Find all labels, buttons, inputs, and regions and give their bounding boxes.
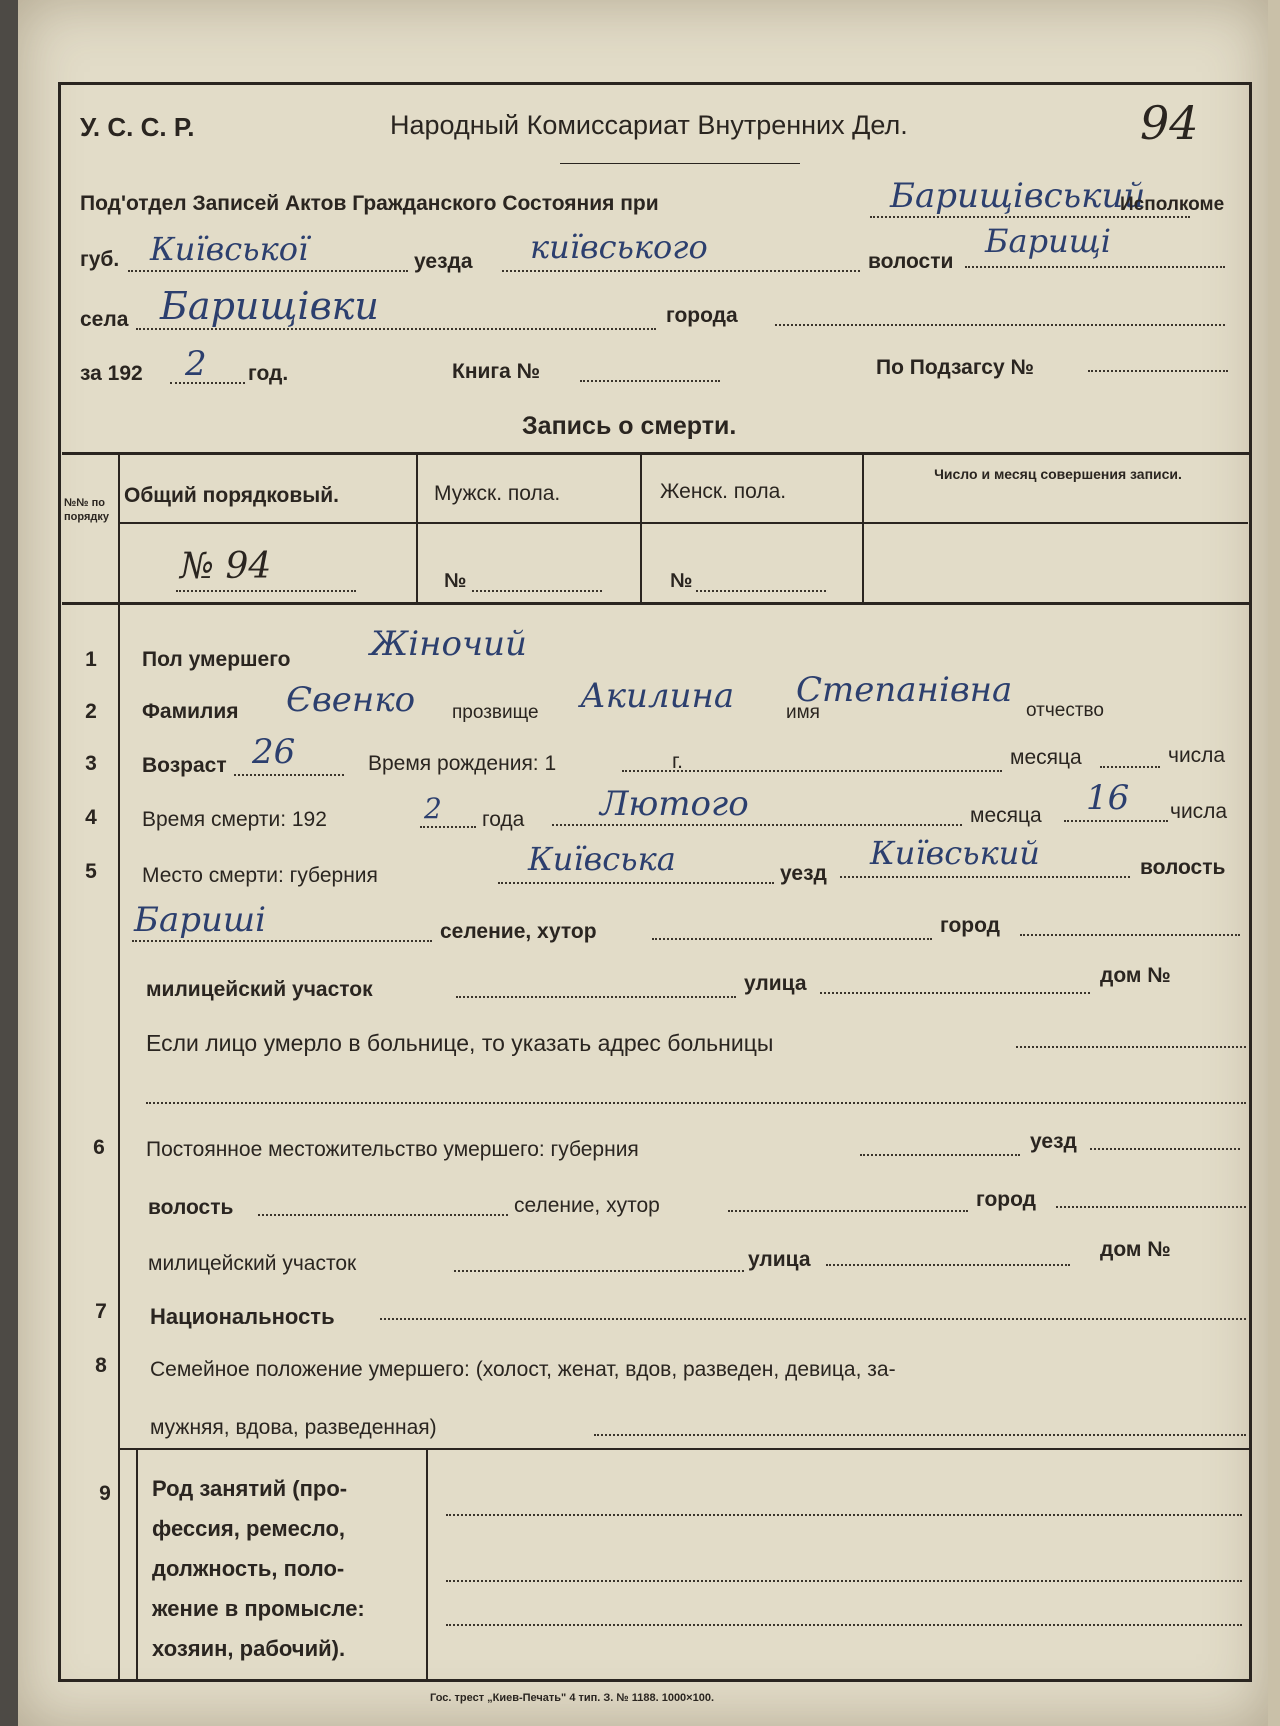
table-male-line bbox=[472, 590, 602, 592]
street-label: улица bbox=[744, 972, 807, 995]
table-date-label: Число и месяц совершения записи. bbox=[934, 466, 1182, 482]
death-year-label: года bbox=[482, 808, 525, 831]
gorod-line bbox=[775, 324, 1225, 326]
militia-label: милицейский участок bbox=[146, 978, 373, 1001]
birth-g-label: г. bbox=[672, 750, 683, 773]
occupation-top-border bbox=[118, 1448, 1250, 1450]
ministry-title: Народный Комиссариат Внутренних Дел. bbox=[390, 110, 908, 140]
god-label: год. bbox=[248, 362, 289, 385]
ispolkom-label: Исполкоме bbox=[1120, 194, 1225, 215]
volost-value: Барищі bbox=[985, 222, 1111, 260]
place-gub-value: Київська bbox=[528, 840, 676, 878]
death-day-line bbox=[1064, 820, 1168, 822]
record-number-handwritten: 94 bbox=[1140, 96, 1199, 150]
sex-value: Жіночий bbox=[370, 624, 527, 664]
subdept-value: Барищівський bbox=[890, 176, 1146, 216]
residence-label: Постоянное местожительство умершего: губерния bbox=[146, 1138, 639, 1161]
gub-line bbox=[128, 270, 408, 272]
death-year-line bbox=[420, 826, 476, 828]
gub-label: губ. bbox=[80, 248, 120, 271]
table-no-label: №№ по порядку bbox=[64, 497, 109, 523]
place-volost-value: Бариші bbox=[134, 900, 266, 940]
place-gub-line bbox=[498, 882, 774, 884]
selo-line bbox=[136, 328, 656, 330]
place-label: Место смерти: губерния bbox=[142, 864, 378, 887]
death-year-value: 2 bbox=[424, 792, 442, 825]
row-number-4: 4 bbox=[85, 806, 97, 829]
hospital-line-2 bbox=[146, 1102, 1246, 1104]
table-female-value: № bbox=[670, 570, 693, 592]
gorod-label: города bbox=[666, 304, 738, 327]
death-month-label: месяца bbox=[970, 804, 1042, 827]
residence-city-line bbox=[1056, 1206, 1246, 1208]
table-col-3 bbox=[640, 452, 642, 602]
subdept-line bbox=[870, 216, 1190, 218]
table-col-1 bbox=[118, 452, 120, 602]
selo-label: села bbox=[80, 308, 129, 331]
residence-settlement-label: селение, хутор bbox=[514, 1194, 660, 1217]
birth-month-label: месяца bbox=[1010, 746, 1082, 769]
patronymic-label: отчество bbox=[1026, 700, 1104, 721]
residence-militia-label: милицейский участок bbox=[148, 1252, 357, 1275]
table-male-label: Мужск. пола. bbox=[434, 482, 561, 505]
za-label: за 192 bbox=[80, 362, 143, 385]
sex-label: Пол умершего bbox=[142, 648, 291, 671]
gub-value: Київської bbox=[150, 230, 309, 268]
surname-value: Євенко bbox=[286, 680, 416, 720]
place-volost-line bbox=[132, 940, 432, 942]
occupation-divider bbox=[426, 1448, 428, 1682]
row-number-2: 2 bbox=[85, 700, 97, 723]
table-general-label: Общий порядковый. bbox=[124, 484, 339, 507]
place-volost-label: волость bbox=[1140, 856, 1226, 879]
table-general-value: № 94 bbox=[180, 546, 272, 587]
hospital-label: Если лицо умерло в больнице, то указать адрес больницы bbox=[146, 1030, 774, 1056]
selo-value: Барищівки bbox=[160, 284, 379, 328]
city-label: город bbox=[940, 914, 1001, 937]
street-line bbox=[820, 992, 1090, 994]
place-uezd-value: Київський bbox=[870, 834, 1040, 872]
place-uezd-line bbox=[840, 876, 1130, 878]
uezd-value: київського bbox=[530, 228, 708, 266]
kniga-line bbox=[580, 380, 720, 382]
settlement-label: селение, хутор bbox=[440, 920, 597, 943]
house-label: дом № bbox=[1100, 964, 1171, 987]
residence-volost-label: волость bbox=[148, 1196, 234, 1219]
residence-uezd-label: уезд bbox=[1030, 1130, 1077, 1153]
table-top-border bbox=[62, 452, 1250, 455]
row-number-1: 1 bbox=[85, 648, 97, 671]
republic-label: У. С. С. Р. bbox=[80, 112, 195, 142]
table-header-divider bbox=[118, 522, 1248, 524]
scan-edge bbox=[0, 0, 18, 1726]
residence-street-line bbox=[826, 1264, 1070, 1266]
row-number-9: 9 bbox=[99, 1482, 111, 1505]
nationality-line bbox=[380, 1318, 1246, 1320]
city-line bbox=[1020, 934, 1240, 936]
family-label-continued: мужняя, вдова, разведенная) bbox=[150, 1416, 437, 1439]
death-day-label: числа bbox=[1170, 800, 1228, 823]
death-month-line bbox=[552, 824, 962, 826]
row-number-6: 6 bbox=[93, 1136, 105, 1159]
nickname-label: прозвище bbox=[452, 702, 539, 723]
surname-label: Фамилия bbox=[142, 700, 239, 723]
record-title: Запись о смерти. bbox=[522, 412, 737, 440]
place-uezd-label: уезд bbox=[780, 862, 827, 885]
volost-label: волости bbox=[868, 250, 954, 273]
table-female-label: Женск. пола. bbox=[660, 480, 787, 503]
volost-line bbox=[965, 266, 1225, 268]
birth-day-line bbox=[1100, 766, 1160, 768]
year-line bbox=[170, 382, 245, 384]
name-value: Акилина bbox=[580, 676, 735, 716]
body-left-border bbox=[118, 602, 120, 1682]
subdept-label: Под'отдел Записей Актов Гражданского Состояния при bbox=[80, 192, 659, 215]
residence-gub-line bbox=[860, 1154, 1020, 1156]
uezd-label: уезда bbox=[414, 250, 473, 273]
row-number-3: 3 bbox=[85, 752, 97, 775]
table-general-line bbox=[176, 590, 356, 592]
table-col-2 bbox=[416, 452, 418, 602]
row-number-5: 5 bbox=[85, 860, 97, 883]
patronymic-value: Степанівна bbox=[796, 670, 1013, 710]
year-value: 2 bbox=[185, 344, 207, 384]
podzags-line bbox=[1088, 370, 1228, 372]
residence-uezd-line bbox=[1090, 1148, 1240, 1150]
occupation-left-border bbox=[136, 1448, 138, 1682]
death-label: Время смерти: 192 bbox=[142, 808, 327, 831]
occupation-label-5: хозяин, рабочий). bbox=[152, 1636, 346, 1661]
hospital-line-1 bbox=[1016, 1046, 1246, 1048]
family-line bbox=[594, 1434, 1246, 1436]
occupation-label-1: Род занятий (про- bbox=[152, 1476, 348, 1501]
name-label: имя bbox=[786, 702, 820, 723]
table-female-line bbox=[696, 590, 826, 592]
occupation-label-2: фессия, ремесло, bbox=[152, 1516, 346, 1541]
residence-street-label: улица bbox=[748, 1248, 811, 1271]
residence-house-label: дом № bbox=[1100, 1238, 1171, 1261]
residence-militia-line bbox=[454, 1270, 744, 1272]
podzags-label: По Подзагсу № bbox=[876, 356, 1034, 379]
row-number-7: 7 bbox=[95, 1300, 107, 1323]
family-label: Семейное положение умершего: (холост, женат, вдов, разведен, девица, за- bbox=[150, 1358, 896, 1381]
militia-line bbox=[456, 996, 736, 998]
death-month-value: Лютого bbox=[600, 784, 749, 824]
header-divider bbox=[560, 163, 800, 164]
occupation-line-2 bbox=[446, 1580, 1242, 1582]
age-line bbox=[234, 774, 344, 776]
residence-city-label: город bbox=[976, 1188, 1037, 1211]
birth-day-label: числа bbox=[1168, 744, 1226, 767]
birth-label: Время рождения: 1 bbox=[368, 752, 557, 775]
uezd-line bbox=[502, 270, 860, 272]
occupation-label-4: жение в промысле: bbox=[152, 1596, 365, 1621]
row-number-8: 8 bbox=[95, 1354, 107, 1377]
age-label: Возраст bbox=[142, 754, 227, 777]
printer-imprint: Гос. трест „Киев-Печать" 4 тип. З. № 1188. 1000×100. bbox=[430, 1692, 715, 1704]
occupation-line-1 bbox=[446, 1514, 1242, 1516]
table-male-value: № bbox=[444, 570, 467, 592]
nationality-label: Национальность bbox=[150, 1304, 335, 1329]
occupation-label-3: должность, поло- bbox=[152, 1556, 345, 1581]
kniga-label: Книга № bbox=[452, 360, 541, 383]
table-bottom-border bbox=[62, 602, 1250, 605]
residence-settlement-line bbox=[728, 1210, 968, 1212]
occupation-line-3 bbox=[446, 1624, 1242, 1626]
table-col-4 bbox=[862, 452, 864, 602]
residence-volost-line bbox=[258, 1214, 508, 1216]
settlement-line bbox=[652, 938, 932, 940]
death-day-value: 16 bbox=[1086, 778, 1130, 818]
age-value: 26 bbox=[252, 732, 296, 772]
